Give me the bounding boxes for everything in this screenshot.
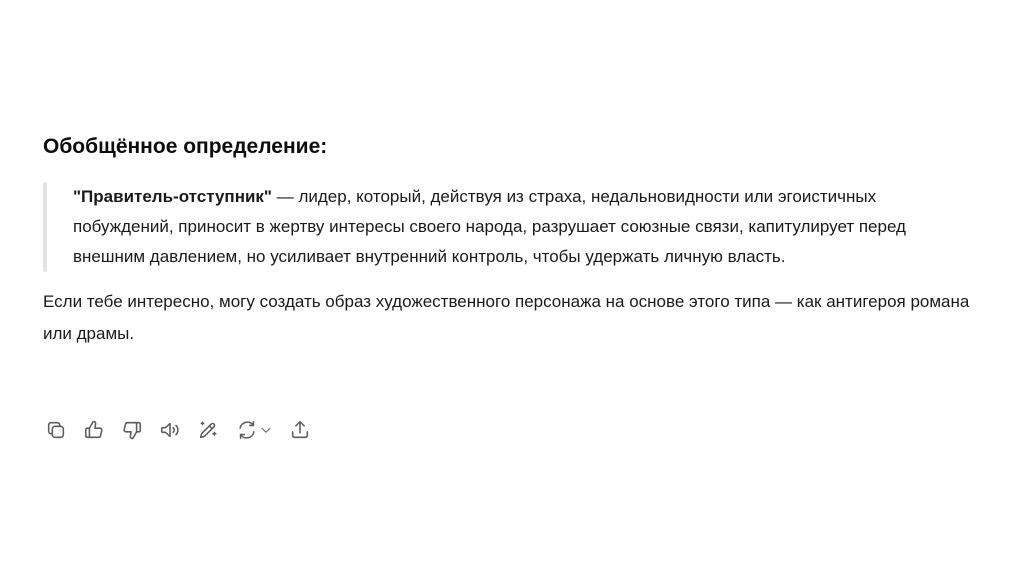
read-aloud-button[interactable]: [155, 416, 185, 444]
section-heading: Обобщённое определение:: [43, 135, 328, 158]
definition-term: "Правитель-отступник": [73, 187, 272, 206]
speaker-icon: [159, 419, 181, 441]
chevron-down-icon: [259, 423, 273, 437]
magic-pen-icon: [197, 419, 219, 441]
definition-text: — лидер, который, действуя из страха, недальновидности или эгоистичных побуждений, приносит в жертву интересы своего народа, разрушает союзные связи, капитулирует перед внешним давлением, но усиливает внутренний контроль, чтобы удержать личную власть.: [73, 187, 906, 266]
regenerate-button[interactable]: [231, 416, 277, 444]
copy-icon: [45, 419, 67, 441]
thumbs-up-icon: [83, 419, 105, 441]
thumbs-down-icon: [121, 419, 143, 441]
message-action-bar: [41, 416, 323, 444]
thumbs-up-button[interactable]: [79, 416, 109, 444]
assistant-message: [43, 128, 993, 350]
copy-button[interactable]: [41, 416, 71, 444]
definition-blockquote: [43, 182, 953, 272]
share-button[interactable]: [285, 416, 315, 444]
share-icon: [289, 419, 311, 441]
edit-button[interactable]: [193, 416, 223, 444]
refresh-icon: [236, 419, 258, 441]
thumbs-down-button[interactable]: [117, 416, 147, 444]
follow-up-paragraph: Если тебе интересно, могу создать образ художественного персонажа на основе этого типа — как антигероя романа или драмы.: [43, 292, 970, 343]
